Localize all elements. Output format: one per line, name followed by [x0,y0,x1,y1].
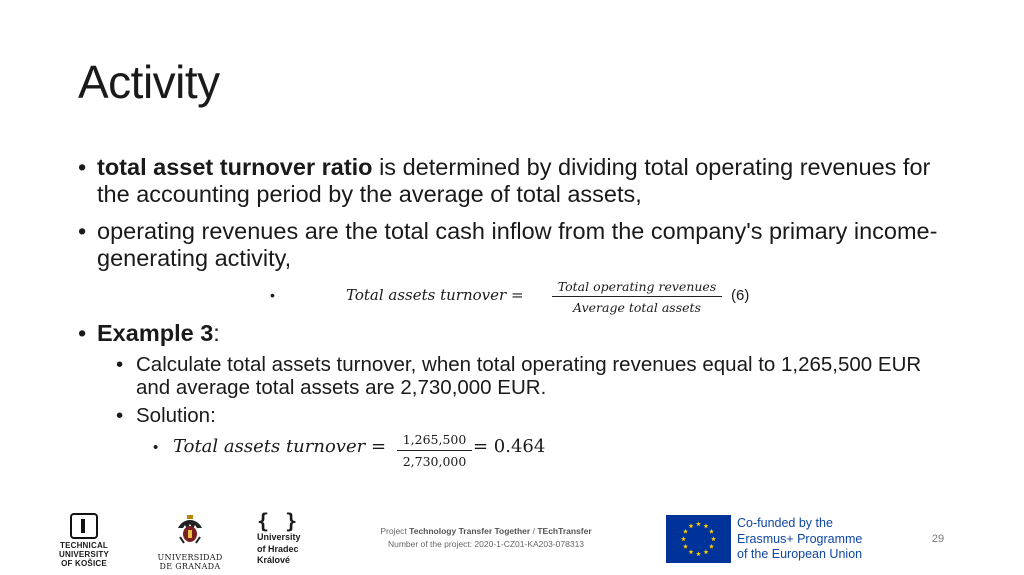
formula-fraction [552,278,722,316]
bullet-dot: • [270,287,275,303]
slide-title: Activity [78,56,220,108]
eu-cofunding-text [737,516,862,563]
solution-lhs: Total assets turnover = [173,436,387,457]
formula-lhs: Total assets turnover = [346,286,524,304]
tuke-logo-line2: OF KOŠICE [61,559,107,568]
bullet-dot: • [116,404,124,427]
term-total-asset-turnover-ratio: total asset turnover ratio [97,154,373,180]
uhk-logo-line2: of Hradec [257,543,299,554]
equation-number: (6) [731,287,750,304]
bullet-definition-text: is determined by dividing total operating revenues for the accounting period by the average of total assets, [97,154,931,207]
formula-numerator: Total operating revenues [557,279,717,294]
solution-result: = 0.464 [473,436,546,457]
bullet-dot: • [78,320,87,346]
bullet-operating-revenues [78,218,948,272]
eu-text-line3: of the European Union [737,547,863,561]
granada-logo-line2: DE GRANADA [159,562,221,571]
eu-cofunding-logo [666,515,872,567]
bullet-dot: • [116,353,124,376]
solution-label: Solution: [136,404,216,427]
example-label: Example 3 [97,320,214,346]
bullet-total-asset-turnover [78,154,948,208]
eu-text-line2: Erasmus+ Programme [737,531,863,546]
bullet-operating-revenues-text: operating revenues are the total cash inflow from the company's primary income-generating activity, [97,218,938,271]
tuke-logo-line1: TECHNICAL UNIVERSITY [58,541,109,559]
granada-logo [157,515,223,571]
bullet-dot: • [78,218,87,244]
formula-denominator: Average total assets [573,300,701,315]
solution-item [78,404,948,427]
granada-crest-icon [174,515,206,545]
slide-footer [0,505,1024,575]
solution-numerator: 1,265,500 [402,432,467,447]
bullet-example [78,320,948,347]
page-number: 29 [931,533,945,545]
project-separator: / [530,526,538,536]
example-task-text: Calculate total assets turnover, when total operating revenues equal to 1,265,500 EUR and average total assets are 2,730,000 EUR. [136,353,922,399]
uhk-logo [257,511,317,566]
fraction-bar [552,296,722,297]
project-name: Technology Transfer Together [409,526,531,536]
granada-logo-line1: UNIVERSIDAD [157,553,223,562]
uhk-logo-line3: Králové [257,555,291,565]
project-number: Number of the project: 2020-1-CZ01-KA203-078313 [387,539,585,549]
bullet-dot: • [78,154,87,180]
project-title-line [346,525,626,538]
uhk-braces-icon: { } [257,509,300,533]
fraction-bar [397,450,472,451]
project-prefix: Project [380,526,410,536]
eu-flag-icon [666,515,731,563]
solution-denominator: 2,730,000 [402,454,467,469]
project-info [346,525,626,551]
uhk-logo-line1: University [257,532,301,542]
tuke-logo [34,513,134,568]
example-task [78,353,948,399]
tuke-logo-icon [70,513,98,539]
example-colon: : [213,320,220,346]
bullet-dot: • [153,439,159,456]
solution-fraction [397,432,472,469]
eu-text-line1: Co-funded by the [737,516,833,530]
project-acronym: TEchTransfer [537,526,592,536]
